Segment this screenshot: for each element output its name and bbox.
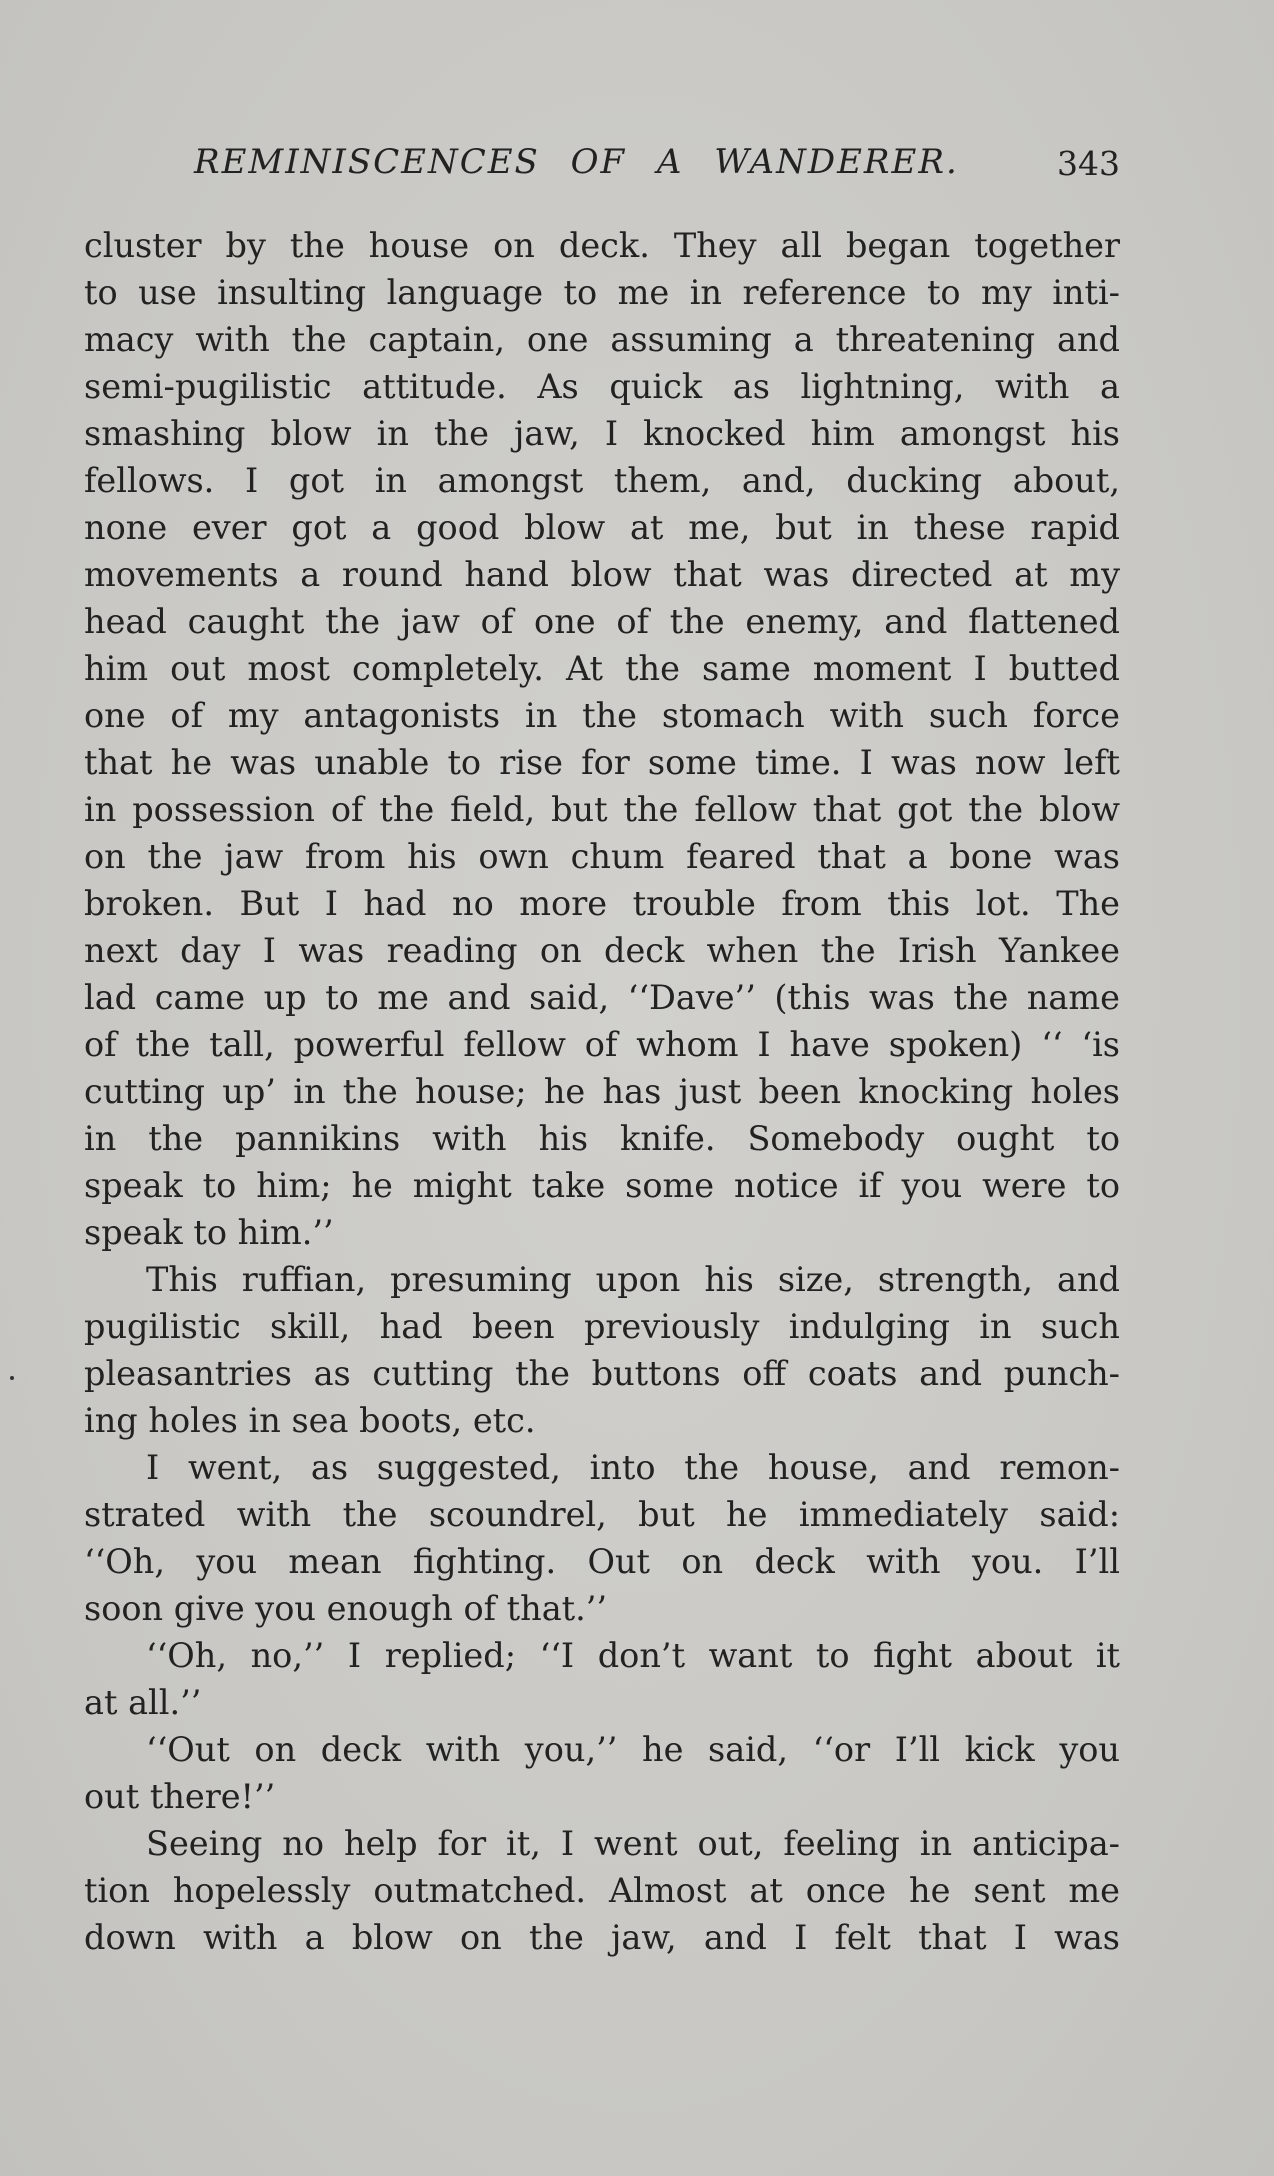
text-line: Seeing no help for it, I went out, feeling in anticipa- bbox=[146, 1824, 1120, 1863]
text-line: ‘‘Out on deck with you,’’ he said, ‘‘or I’ll kick you bbox=[146, 1730, 1120, 1769]
text-line: speak to him; he might take some notice if you were to bbox=[84, 1166, 1120, 1205]
text-line: next day I was reading on deck when the Irish Yankee bbox=[84, 931, 1120, 970]
running-head bbox=[84, 142, 1120, 192]
text-line: cutting up’ in the house; he has just been knocking holes bbox=[84, 1072, 1120, 1111]
text-line: strated with the scoundrel, but he immediately said: bbox=[84, 1495, 1120, 1534]
text-line: in possession of the field, but the fellow that got the blow bbox=[84, 790, 1120, 829]
text-line: smashing blow in the jaw, I knocked him amongst his bbox=[84, 414, 1120, 453]
text-line: fellows. I got in amongst them, and, ducking about, bbox=[84, 461, 1120, 500]
text-line: one of my antagonists in the stomach with such force bbox=[84, 696, 1120, 735]
text-line: I went, as suggested, into the house, and remon- bbox=[146, 1448, 1120, 1487]
text-line: him out most completely. At the same moment I butted bbox=[84, 649, 1120, 688]
text-line: lad came up to me and said, ‘‘Dave’’ (this was the name bbox=[84, 978, 1120, 1017]
body-text bbox=[84, 222, 1120, 1961]
text-line: pleasantries as cutting the buttons off coats and punch- bbox=[84, 1354, 1120, 1393]
text-line: at all.’’ bbox=[84, 1683, 202, 1722]
text-line: pugilistic skill, had been previously indulging in such bbox=[84, 1307, 1120, 1346]
text-line: tion hopelessly outmatched. Almost at once he sent me bbox=[84, 1871, 1120, 1910]
running-title: REMINISCENCES OF A WANDERER. bbox=[194, 142, 959, 182]
text-line: down with a blow on the jaw, and I felt that I was bbox=[84, 1918, 1120, 1957]
text-line: ‘‘Oh, no,’’ I replied; ‘‘I don’t want to fight about it bbox=[146, 1636, 1120, 1675]
text-line: on the jaw from his own chum feared that a bone was bbox=[84, 837, 1120, 876]
text-line: cluster by the house on deck. They all began together bbox=[84, 226, 1120, 265]
text-line: none ever got a good blow at me, but in these rapid bbox=[84, 508, 1120, 547]
text-line: soon give you enough of that.’’ bbox=[84, 1589, 608, 1628]
text-line: broken. But I had no more trouble from this lot. The bbox=[84, 884, 1120, 923]
page-number: 343 bbox=[1057, 144, 1120, 183]
text-line: to use insulting language to me in reference to my inti- bbox=[84, 273, 1120, 312]
text-line: semi-pugilistic attitude. As quick as lightning, with a bbox=[84, 367, 1120, 406]
text-line: out there!’’ bbox=[84, 1777, 276, 1816]
text-line: ‘‘Oh, you mean fighting. Out on deck with you. I’ll bbox=[84, 1542, 1120, 1581]
text-line: ing holes in sea boots, etc. bbox=[84, 1401, 536, 1440]
text-line: speak to him.’’ bbox=[84, 1213, 334, 1252]
text-line: in the pannikins with his knife. Somebody ought to bbox=[84, 1119, 1120, 1158]
margin-speck bbox=[10, 1376, 14, 1380]
text-line: macy with the captain, one assuming a threatening and bbox=[84, 320, 1120, 359]
text-line: movements a round hand blow that was directed at my bbox=[84, 555, 1120, 594]
text-line: of the tall, powerful fellow of whom I have spoken) ‘‘ ‘is bbox=[84, 1025, 1120, 1064]
text-line: that he was unable to rise for some time. I was now left bbox=[84, 743, 1120, 782]
text-line: head caught the jaw of one of the enemy, and flattened bbox=[84, 602, 1120, 641]
text-line: This ruffian, presuming upon his size, strength, and bbox=[146, 1260, 1120, 1299]
